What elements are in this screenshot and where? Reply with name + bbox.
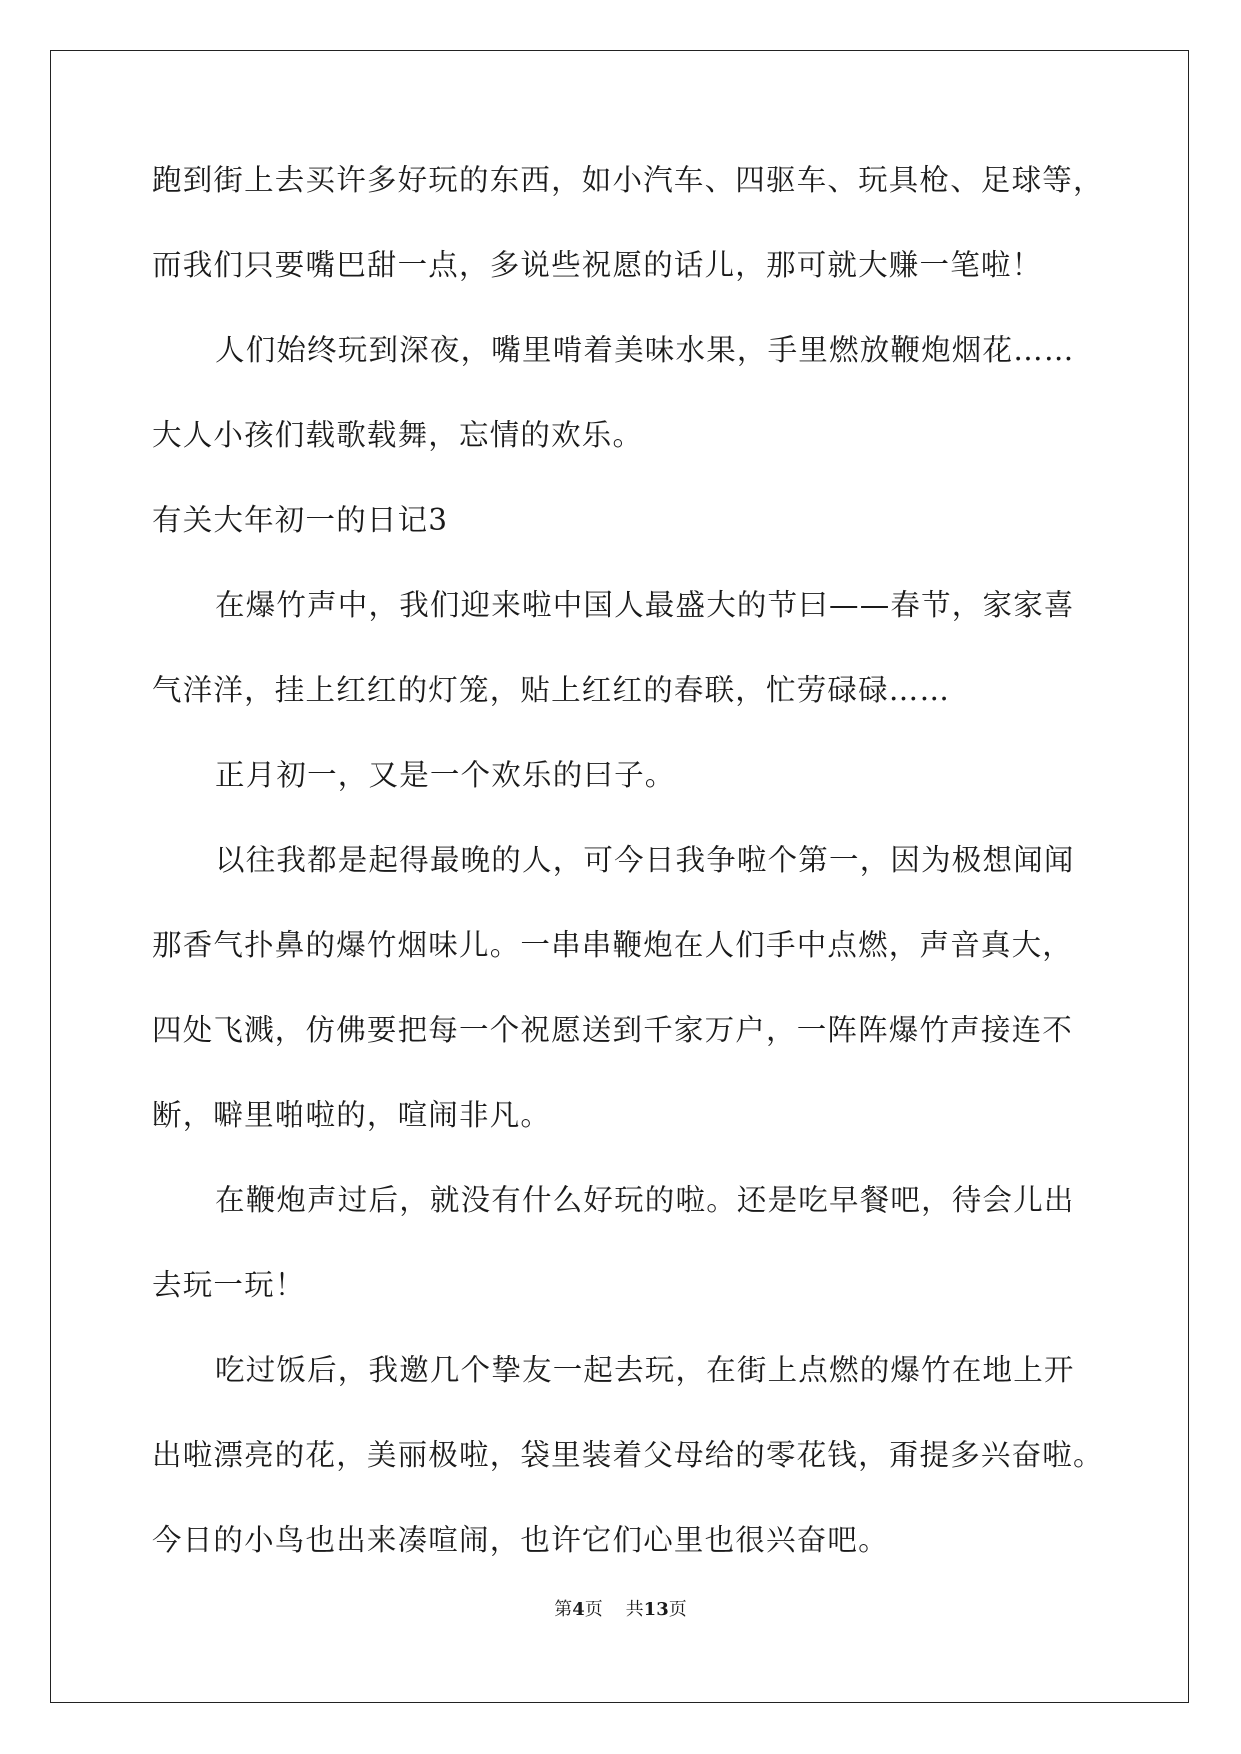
- footer-total-prefix: 共: [625, 1599, 644, 1620]
- paragraph-line: 大人小孩们载歌载舞，忘情的欢乐。: [152, 418, 644, 452]
- paragraph-line: 以往我都是起得最晚的人，可今日我争啦个第一，因为极想闻闻: [215, 843, 1075, 877]
- section-heading: 有关大年初一的日记3: [152, 503, 449, 537]
- paragraph-line: 吃过饭后，我邀几个挚友一起去玩，在街上点燃的爆竹在地上开: [215, 1353, 1075, 1387]
- paragraph-line: 去玩一玩！: [152, 1268, 306, 1302]
- paragraph-line: 在鞭炮声过后，就没有什么好玩的啦。还是吃早餐吧，待会儿出: [215, 1183, 1075, 1217]
- footer-page-prefix: 第: [554, 1599, 573, 1620]
- paragraph-line: 气洋洋，挂上红红的灯笼，贴上红红的春联，忙劳碌碌……: [152, 673, 951, 707]
- paragraph-line: 那香气扑鼻的爆竹烟味儿。一串串鞭炮在人们手中点燃，声音真大，: [152, 928, 1074, 962]
- footer-page-suffix: 页: [584, 1599, 603, 1620]
- paragraph-line: 今日的小鸟也出来凑喧闹，也许它们心里也很兴奋吧。: [152, 1523, 889, 1557]
- paragraph-line: 出啦漂亮的花，美丽极啦，袋里装着父母给的零花钱，甭提多兴奋啦。: [152, 1438, 1104, 1472]
- paragraph-line: 人们始终玩到深夜，嘴里啃着美味水果，手里燃放鞭炮烟花……: [215, 333, 1075, 367]
- paragraph-line: 跑到街上去买许多好玩的东西，如小汽车、四驱车、玩具枪、足球等，: [152, 163, 1104, 197]
- page-footer: [0, 1598, 1241, 1622]
- footer-total-pages: 13: [643, 1599, 669, 1620]
- footer-page-number: 4: [572, 1599, 585, 1620]
- paragraph-line: 而我们只要嘴巴甜一点，多说些祝愿的话儿，那可就大赚一笔啦！: [152, 248, 1043, 282]
- paragraph-line: 断，噼里啪啦的，喧闹非凡。: [152, 1098, 552, 1132]
- footer-total-suffix: 页: [668, 1599, 687, 1620]
- paragraph-line: 在爆竹声中，我们迎来啦中国人最盛大的节曰——春节，家家喜: [215, 588, 1075, 622]
- paragraph-line: 正月初一，又是一个欢乐的曰子。: [215, 758, 676, 792]
- paragraph-line: 四处飞溅，仿佛要把每一个祝愿送到千家万户，一阵阵爆竹声接连不: [152, 1013, 1074, 1047]
